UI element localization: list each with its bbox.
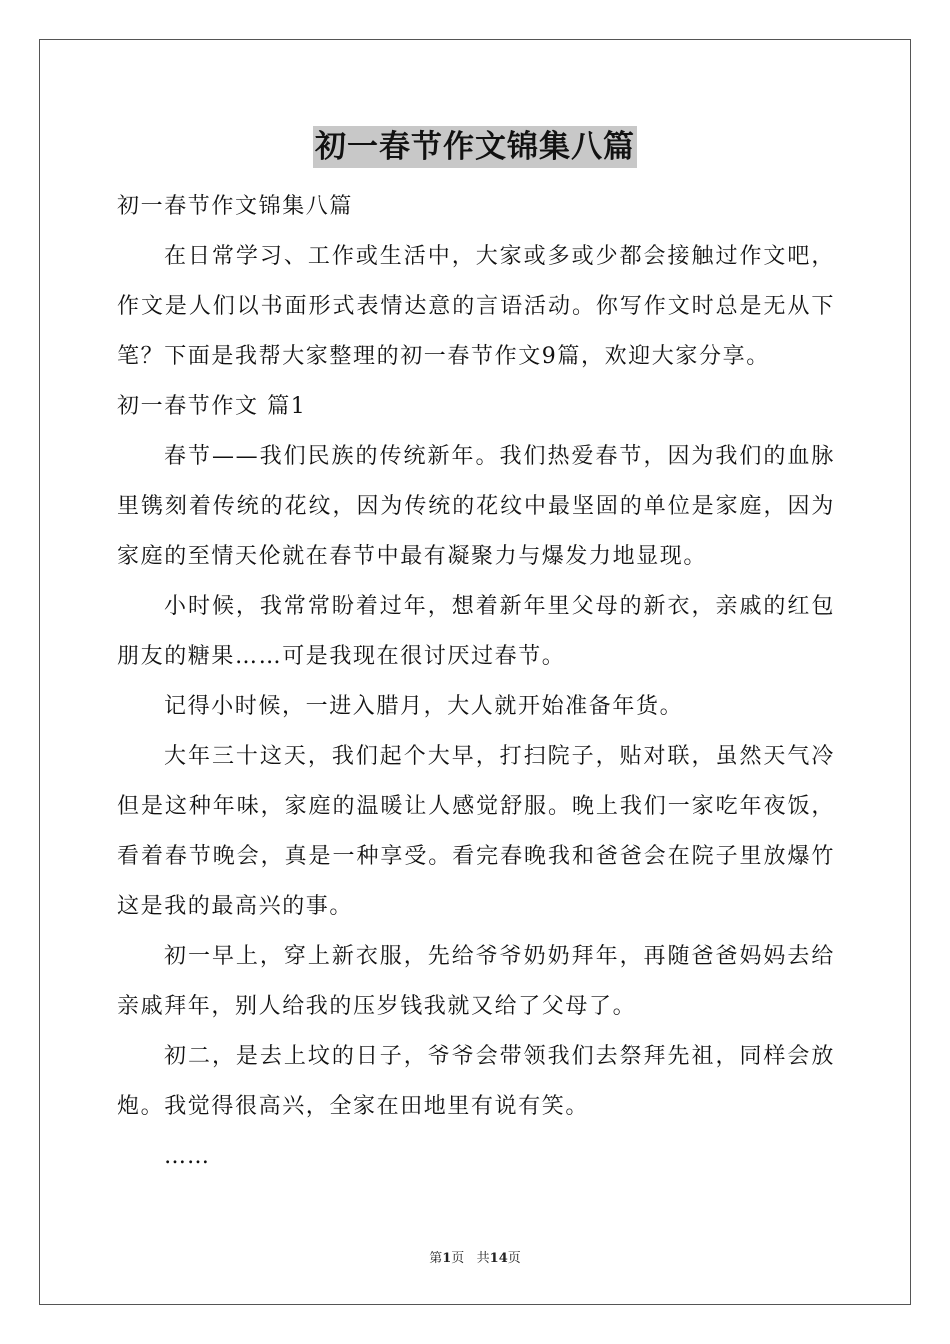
footer-total-pages: 14 bbox=[489, 1251, 508, 1266]
intro-paragraph: 在日常学习、工作或生活中，大家或多或少都会接触过作文吧，作文是人们以书面形式表情达意的言语活动。你写作文时总是无从下笔？下面是我帮大家整理的初一春节作文9篇，欢迎大家分享。 bbox=[117, 244, 835, 369]
body-paragraph-6: 初二，是去上坟的日子，爷爷会带领我们去祭拜先祖，同样会放炮。我觉得很高兴，全家在田地里有说有笑。 bbox=[117, 1044, 835, 1119]
body-paragraph-1: 春节——我们民族的传统新年。我们热爱春节，因为我们的血脉里镌刻着传统的花纹，因为传统的花纹中最坚固的单位是家庭，因为家庭的至情天伦就在春节中最有凝聚力与爆发力地显现。 bbox=[117, 444, 835, 569]
footer-page-number: 1 bbox=[442, 1251, 452, 1266]
document-title bbox=[0, 126, 950, 168]
body-paragraph-2: 小时候，我常常盼着过年，想着新年里父母的新衣，亲戚的红包朋友的糖果……可是我现在很讨厌过春节。 bbox=[117, 594, 835, 669]
footer-suffix: 页 bbox=[507, 1251, 521, 1266]
page-footer bbox=[0, 1247, 950, 1266]
body-paragraph-3: 记得小时候，一进入腊月，大人就开始准备年货。 bbox=[164, 694, 684, 719]
continuation-ellipsis: …… bbox=[164, 1144, 210, 1169]
footer-prefix: 第 bbox=[429, 1251, 443, 1266]
body-paragraph-5: 初一早上，穿上新衣服，先给爷爷奶奶拜年，再随爸爸妈妈去给亲戚拜年，别人给我的压岁钱我就又给了父母了。 bbox=[117, 944, 835, 1019]
body-paragraph-4: 大年三十这天，我们起个大早，打扫院子，贴对联，虽然天气冷但是这种年味，家庭的温暖让人感觉舒服。晚上我们一家吃年夜饭，看着春节晚会，真是一种享受。看完春晚我和爸爸会在院子里放爆竹这是我的最高兴的事。 bbox=[117, 744, 835, 919]
document-body bbox=[117, 182, 835, 1182]
section-heading: 初一春节作文 篇1 bbox=[117, 394, 307, 419]
footer-mid: 页 共 bbox=[451, 1251, 490, 1266]
document-subtitle: 初一春节作文锦集八篇 bbox=[117, 194, 354, 219]
document-title-text: 初一春节作文锦集八篇 bbox=[313, 126, 637, 168]
